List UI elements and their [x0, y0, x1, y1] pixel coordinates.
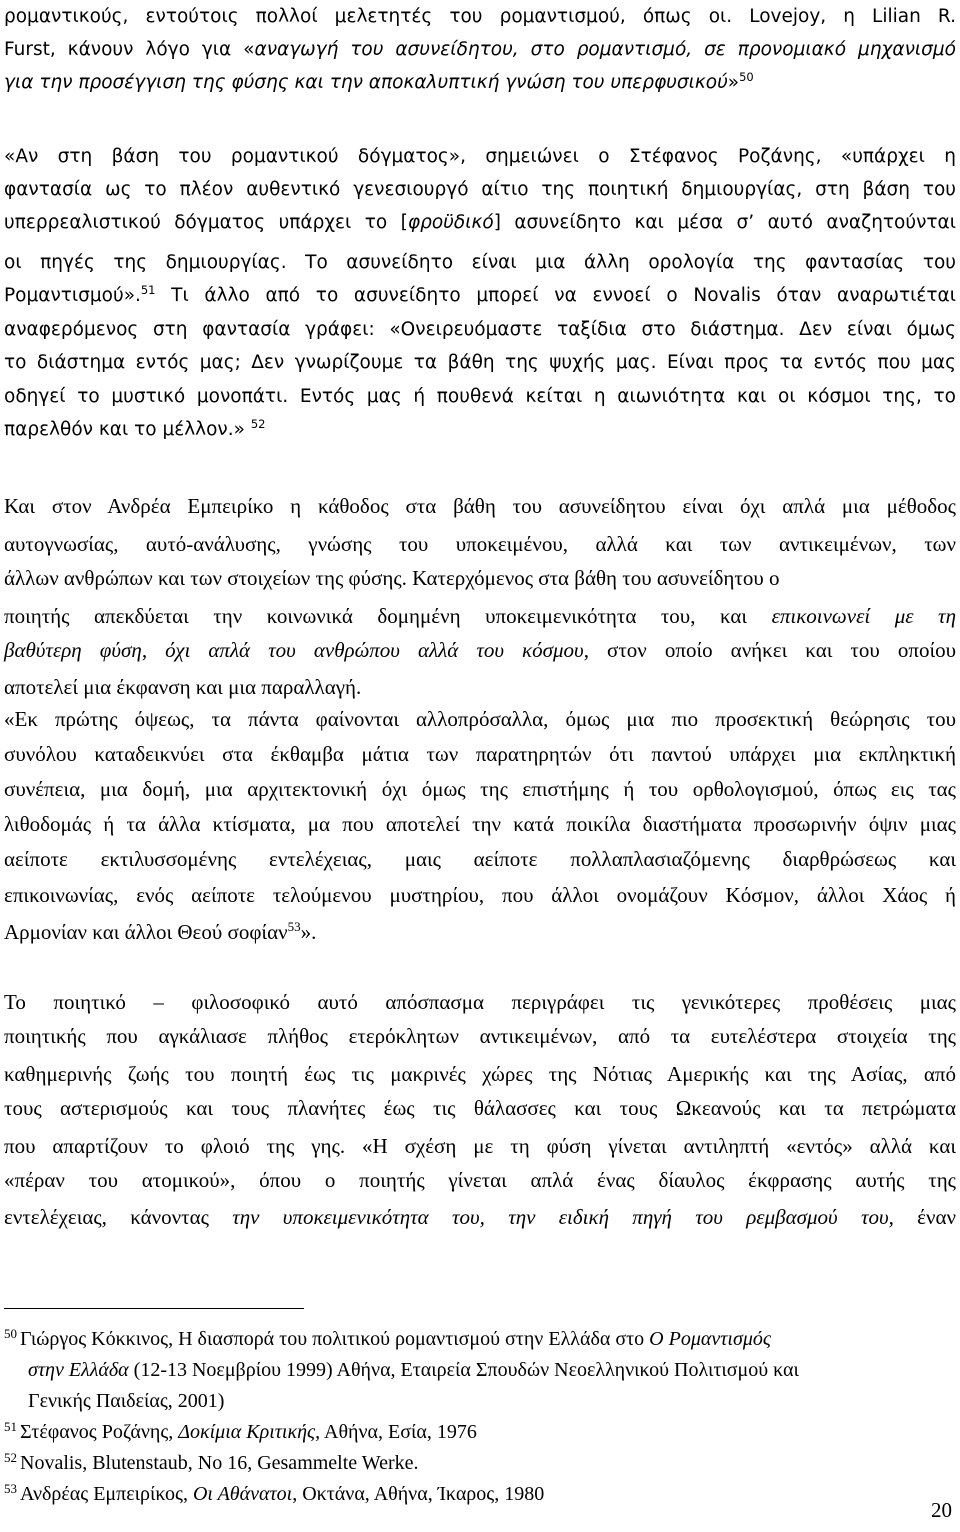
body-line: άλλων ανθρώπων και των στοιχείων της φύσης. Κατερχόμενος στα βάθη του ασυνείδητου ο [4, 566, 780, 590]
body-line: υπερρεαλιστικού δόγματος υπάρχει το [φροϋδικό] ασυνείδητο και μέσα σ’ αυτό αναζητούνται [4, 212, 957, 233]
footnote-number: 52 [4, 1449, 17, 1465]
body-line: βαθύτερη φύση, όχι απλά του ανθρώπου αλλά του κόσμου, στον οποίο ανήκει και του οποίου [4, 638, 956, 662]
footnote: $^{50}$ Γιώργος Κόκκινος, Η διασπορά του πολιτικού ρομαντισμού στην Ελλάδα στο Ο Ρομαντισμός στην Ελλάδα (12-13 Νοεμβρίου 1999) Αθήνα, Εταιρεία Σπουδών Νεοελληνικού Πολιτισμού και Γενικής Παιδείας, 2001) [4, 1324, 959, 1417]
footnote-number: 51 [4, 1418, 17, 1434]
body-line: «πέραν του ατομικού», όπου ο ποιητής γίνεται απλά ένας δίαυλος έκφρασης αυτής της [4, 1168, 956, 1192]
body-line: συνόλου καταδεικνύει στα έκθαμβα μάτια των παρατηρητών ότι παντού υπάρχει μια εκπληκτική [4, 742, 956, 766]
footnote-continuation: στην Ελλάδα (12-13 Νοεμβρίου 1999) Αθήνα, Εταιρεία Σπουδών Νεοελληνικού Πολιτισμού και [28, 1359, 799, 1381]
footnote: $^{53}$ Ανδρέας Εμπειρίκος, Οι Αθάνατοι, Οκτάνα, Αθήνα, Ίκαρος, 1980 [4, 1480, 545, 1505]
footnote-continuation: Γενικής Παιδείας, 2001) [28, 1390, 225, 1412]
body-line: παρελθόν και το μέλλον.» $^{52}$ [4, 417, 266, 440]
body-line: «Εκ πρώτης όψεως, τα πάντα φαίνονται αλλοπρόσαλλα, όμως μια πιο προσεκτική θεώρησις του [4, 707, 956, 731]
page-number: 20 [931, 1498, 952, 1522]
body-line: λιθοδομάς ή τα άλλα κτίσματα, μα που αποτελεί την κατά ποικίλα διαστήματα προσωρινήν όψιν μιας [4, 812, 956, 836]
body-line: αείποτε εκτιλυσσομένης εντελέχειας, μαις αείποτε πολλαπλασιαζόμενης διαρθρώσεως και [4, 847, 956, 871]
body-line: τους αστερισμούς και τους πλανήτες έως τις θάλασσες και τους Ωκεανούς και τα πετρώματα [4, 1096, 956, 1120]
body-line: Αρμονίαν και άλλοι Θεού σοφίαν$^{53}$». [4, 919, 317, 944]
body-line: ποιητής απεκδύεται την κοινωνικά δομημένη υποκειμενικότητα του, και επικοινωνεί με τη [4, 604, 956, 628]
body-line: συνέπεια, μια δομή, μια αρχιτεκτονική όχι όμως της επιστήμης ή του ορθολογισμού, όπως εις τας [4, 777, 956, 801]
body-line: «Αν στη βάση του ρομαντικού δόγματος», σημειώνει ο Στέφανος Ροζάνης, «υπάρχει η [4, 146, 956, 167]
body-line: που απαρτίζουν το φλοιό της γης. «Η σχέση με τη φύση γίνεται αντιληπτή «εντός» αλλά και [4, 1134, 956, 1158]
body-line: αποτελεί μια έκφανση και μια παραλλαγή. [4, 675, 362, 699]
footnote-separator [4, 1308, 304, 1309]
body-line: αναφερόμενος στη φαντασία γράφει: «Ονειρευόμαστε ταξίδια στο διάστημα. Δεν είναι όμως [4, 319, 956, 340]
footnote-number: 50 [4, 1325, 17, 1341]
footnote: $^{52}$ Novalis, Blutenstaub, No 16, Gesammelte Werke. [4, 1449, 419, 1474]
body-line: επικοινωνίας, ενός αείποτε τελούμενου μυστηρίου, που άλλοι ονομάζουν Κόσμον, άλλοι Χάος ή [4, 883, 956, 907]
body-line: οι πηγές της δημιουργίας. Το ασυνείδητο είναι μια άλλη ορολογία της φαντασίας του [4, 252, 956, 273]
footnote: $^{51}$ Στέφανος Ροζάνης, Δοκίμια Κριτικής, Αθήνα, Εσία, 1976 [4, 1418, 477, 1443]
footnote-number: 53 [4, 1480, 17, 1496]
body-line: ρομαντικούς, εντούτοις πολλοί μελετητές του ρομαντισμού, όπως οι. Lovejoy, η Lilian R. [4, 6, 956, 27]
body-line: οδηγεί το μυστικό μονοπάτι. Εντός μας ή πουθενά κείται η αιωνιότητα και οι κόσμοι της, το [4, 386, 956, 407]
body-line: φαντασία ως το πλέον αυθεντικό γενεσιουργό αίτιο της ποιητική δημιουργίας, στη βάση του [4, 179, 956, 200]
body-line: ποιητικής που αγκάλιασε πλήθος ετερόκλητων αντικειμένων, από τα ευτελέστερα στοιχεία της [4, 1024, 956, 1048]
body-text [4, 0, 956, 1240]
body-line: Ρομαντισμού».$^{51}$ Τι άλλο από το ασυνείδητο μπορεί να εννοεί ο Novalis όταν αναρωτιέται [4, 283, 956, 306]
body-line: Furst, κάνουν λόγο για «αναγωγή του ασυνείδητου, στο ρομαντισμό, σε προνομιακό μηχανισμό [4, 39, 956, 60]
body-line: για την προσέγγιση της φύσης και την αποκαλυπτική γνώση του υπερφυσικού»$^{50}$ [4, 70, 754, 93]
body-line: εντελέχειας, κάνοντας την υποκειμενικότητα του, την ειδική πηγή του ρεμβασμού του, έναν [4, 1205, 956, 1229]
body-line: αυτογνωσίας, αυτό-ανάλυσης, γνώσης του υποκειμένου, αλλά και των αντικειμένων, των [4, 532, 956, 556]
body-line: το διάστημα εντός μας; Δεν γνωρίζουμε τα βάθη της ψυχής μας. Είναι προς τα εντός που μας [4, 352, 956, 373]
body-line: καθημερινής ζωής του ποιητή έως τις μακρινές χώρες της Νότιας Αμερικής και της Ασίας, από [4, 1062, 956, 1086]
body-line: Και στον Ανδρέα Εμπειρίκο η κάθοδος στα βάθη του ασυνείδητου είναι όχι απλά μια μέθοδος [4, 494, 956, 518]
body-line: Το ποιητικό – φιλοσοφικό αυτό απόσπασμα περιγράφει τις γενικότερες προθέσεις μιας [4, 990, 956, 1014]
